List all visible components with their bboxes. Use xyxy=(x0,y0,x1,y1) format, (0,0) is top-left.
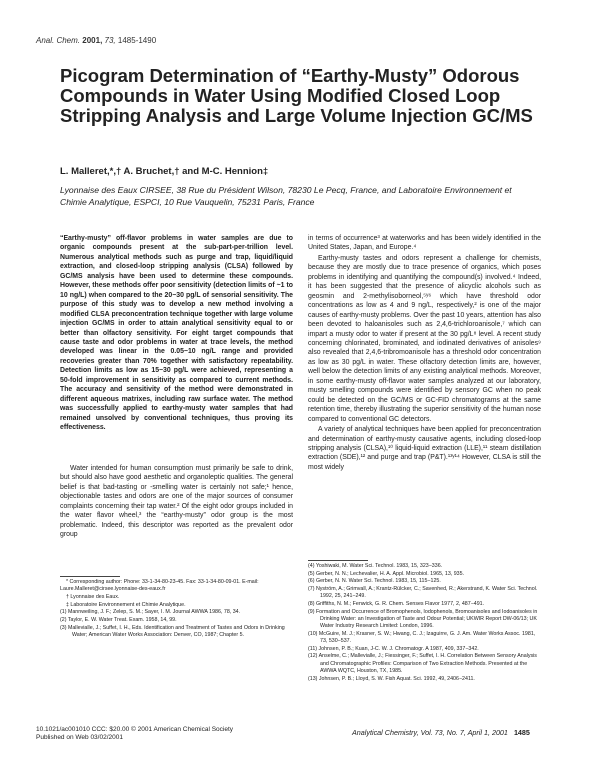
reference-item: (4) Yoshiwaki, M. Water Sci. Technol. 1983, 15, 323−336. xyxy=(308,563,443,569)
footnote-affiliation-2: ‡ Laboratoire Environnement et Chimie Analytique. xyxy=(66,601,186,608)
journal-volume: 73, xyxy=(104,36,116,45)
footnote-corresponding-author: * Corresponding author: Phone: 33-1-34-80-23-45. Fax: 33-1-34-80-09-01. E-mail: Laure.Malleret@cirsee.lyonnaise-des-eaux.fr xyxy=(60,579,259,593)
author-list: L. Malleret,*,† A. Bruchet,† and M-C. Hennion‡ xyxy=(60,166,269,177)
reference-item: (7) Nyström, A.; Grimvall, A.; Krantz-Rülcker, C.; Savenhed, R.; Akerstrand, K. Water Sci. Technol. 1992, 25, 241−249. xyxy=(308,586,538,600)
right-paragraph-1: in terms of occurrence³ at waterworks and has been widely identified in the United States, Japan, and Europe.⁴ xyxy=(308,235,541,252)
journal-name: Anal. Chem. xyxy=(36,36,81,45)
reference-item: (8) Griffiths, N. M.; Fenwick, G. R. Chem. Senses Flavor 1977, 2, 487−491. xyxy=(308,601,485,608)
reference-item: (2) Taylor, E. W. Water Treat. Exam. 1958, 14, 99. xyxy=(60,617,177,624)
journal-reference xyxy=(36,36,156,45)
reference-item: (5) Gerber, N. N.; Lechevalier, H. A. Appl. Microbiol. 1965, 13, 935. xyxy=(308,570,465,577)
right-column xyxy=(308,234,541,472)
article-title: Picogram Determination of “Earthy-Musty” Odorous Compounds in Water Using Modified Closed Loop Stripping Analysis and Large Volume Injection GC/MS xyxy=(60,65,533,126)
abstract xyxy=(60,234,293,433)
footer-journal xyxy=(352,728,530,737)
references-right xyxy=(308,563,541,683)
reference-item: (11) Johnsen, P. B.; Kuan, J-C. W. J. Chromatogr. A 1987, 409, 337−342. xyxy=(308,645,479,652)
reference-item: (3) Mallevialle, J.; Suffet, I. H., Eds. Identification and Treatment of Tastes and Odors in Drinking Water; American Water Works Association: Denver, CO, 1987; Chapter 5. xyxy=(60,624,285,638)
footer-journal-issue: Analytical Chemistry, Vol. 73, No. 7, April 1, 2001 xyxy=(352,728,508,737)
intro-paragraph: Water intended for human consumption must primarily be safe to drink, but should also have good aesthetic and organoleptic qualities. The general belief is that bad-tasting or -smelling water is certainly not safe;¹ hence, objectionable tastes and odors are one of the major sources of consumer complaints concerning their tap water.² Of the eight odor groups included in the water flavor wheel,³ the “earthy-musty” odor group is the most problematic. Indeed, this descriptor was reported as the prevalent odor group xyxy=(60,465,293,539)
footnotes-left xyxy=(60,579,293,640)
reference-item: (10) McGuire, M. J.; Krasner, S. W.; Hwang, C. J.; Izaguirre, G. J. Am. Water Works Assoc. 1981, 73, 530−537. xyxy=(308,630,536,645)
footnote-divider-right xyxy=(308,560,368,561)
footnote-affiliation-1: † Lyonnaise des Eaux. xyxy=(66,593,120,600)
reference-item: (13) Johnsen, P. B.; Lloyd, S. W. Fish Aquat. Sci. 1992, 49, 2406−2411. xyxy=(308,675,475,682)
reference-item: (1) Mannweiling, J. F.; Zelep, S. M.; Sayer, I. M. Journal AWWA 1986, 78, 34. xyxy=(60,609,241,616)
footnote-divider-left xyxy=(60,576,120,577)
abstract-text: “Earthy-musty” off-flavor problems in water samples are due to organic compounds present at the sub-part-per-trillion level. Numerous analytical methods such as purge and trap, liquid/liquid extraction, and closed-loop stripping analysis (CLSA) followed by GC/MS analysis have been used to determine these compounds. However, these methods offer poor sensitivity (detection limits of ~1 to 10 ng/L) when compared to the 20−30 pg/L of sensorial sensitivity. The purpose of this study was to develop a new method involving a modified CLSA preconcentration technique together with large volume injection GC/MS in order to attain analytical sensitivity equal to or better than olfactory sensitivity. For eight target compounds that cause taste and odor problems in water at trace levels, the method developed was linear in the 0.05−10 ng/L range and provided recoveries greater than 70% together with satisfactory repeatability. Detection limits as low as 15−30 pg/L were achieved, representing a 50-fold improvement in sensitivity as compared to current methods. The accuracy and sensitivity of the method were demonstrated in different aqueous matrixes, including raw surface water. The method was successfully applied to earthy-musty water samples that had remained unsolved by conventional techniques, thus proving its effectiveness. xyxy=(60,235,293,432)
reference-item: (12) Anselme, C.; Mallevialle, J.; Fiessinger, F.; Suffet, I. H. Correlation Between Sensory Analysis and Chromatographic Profiles: Comparison of Two Extraction Methods. Presented at the AWWA WQTC, Houston, TX, 1985. xyxy=(308,653,537,674)
journal-year: 2001, xyxy=(82,36,103,45)
journal-pages: 1485-1490 xyxy=(117,36,157,45)
reference-item: (6) Gerber, N. N. Water Sci. Technol. 1983, 15, 115−125. xyxy=(308,578,441,585)
introduction-left-column xyxy=(60,464,293,540)
footer-doi: 10.1021/ac001010 CCC: $20.00 © 2001 American Chemical Society xyxy=(36,726,234,733)
affiliation: Lyonnaise des Eaux CIRSEE, 38 Rue du Président Wilson, 78230 Le Pecq, France, and Laboratoire Environnement et Chimie Analytique, ESPCI, 10 Rue Vauquelin, 75231 Paris, France xyxy=(60,185,512,207)
right-paragraph-3: A variety of analytical techniques have been applied for preconcentration and determination of earthy-musty causative agents, including closed-loop stripping analysis (CLSA),¹⁰ liquid-liquid extraction (LLE),¹¹ steam distillation extraction (SDE),¹² and purge and trap (P&T).¹³ʸ¹⁴ However, CLSA is still the most widely xyxy=(308,426,541,471)
footer-published-date: Published on Web 03/02/2001 xyxy=(36,734,123,742)
page-number: 1485 xyxy=(513,728,530,737)
footer-publication-info xyxy=(36,726,233,743)
reference-item: (9) Formation and Occurrence of Bromophenols, Iodophenols, Bromoanisoles and Iodoanisoles in Drinking Water: an Investigation of Taste and Odour Potential; UKWIR Report DW-06/13; UK Water Industry Research Limited: London, 1996. xyxy=(308,608,538,630)
right-paragraph-2: Earthy-musty tastes and odors represent a challenge for chemists, because they are mostly due to trace presence of organics, which poses problems in identifying and quantifying the compound(s) involved.⁴ Indeed, it has been suggested that the presence of alicyclic alcohols such as geosmin and 2-methylisoborneol,⁵ʸ⁶ which have threshold odor concentrations as low as 4 and 9 ng/L, respectively,² is one of the major causes of earthy-musty problems. Over the past 10 years, attention has also been devoted to haloanisoles such as 2,4,6-trichloroanisole,⁷ which can impart a musty odor to water if present at the 30 pg/L⁸ level. A recent study concerning chlorinated, brominated, and iodinated derivatives of anisoles⁹ also revealed that 2,4,6-tribromoanisole has a threshold odor concentration as low as 30 pg/L in water. These olfactory detection limits are, however, well below the detection limits of any existing analytical methods. Moreover, in some earthy-musty off-flavor water samples analyzed at our laboratory, musty smelling compounds were identified by sensory GC when no peak could be detected on the GC/MS or GC-FID chromatograms at the same retention time, thereby illustrating the superior sensitivity of the human nose compared to conventional GC detectors. xyxy=(308,254,541,423)
